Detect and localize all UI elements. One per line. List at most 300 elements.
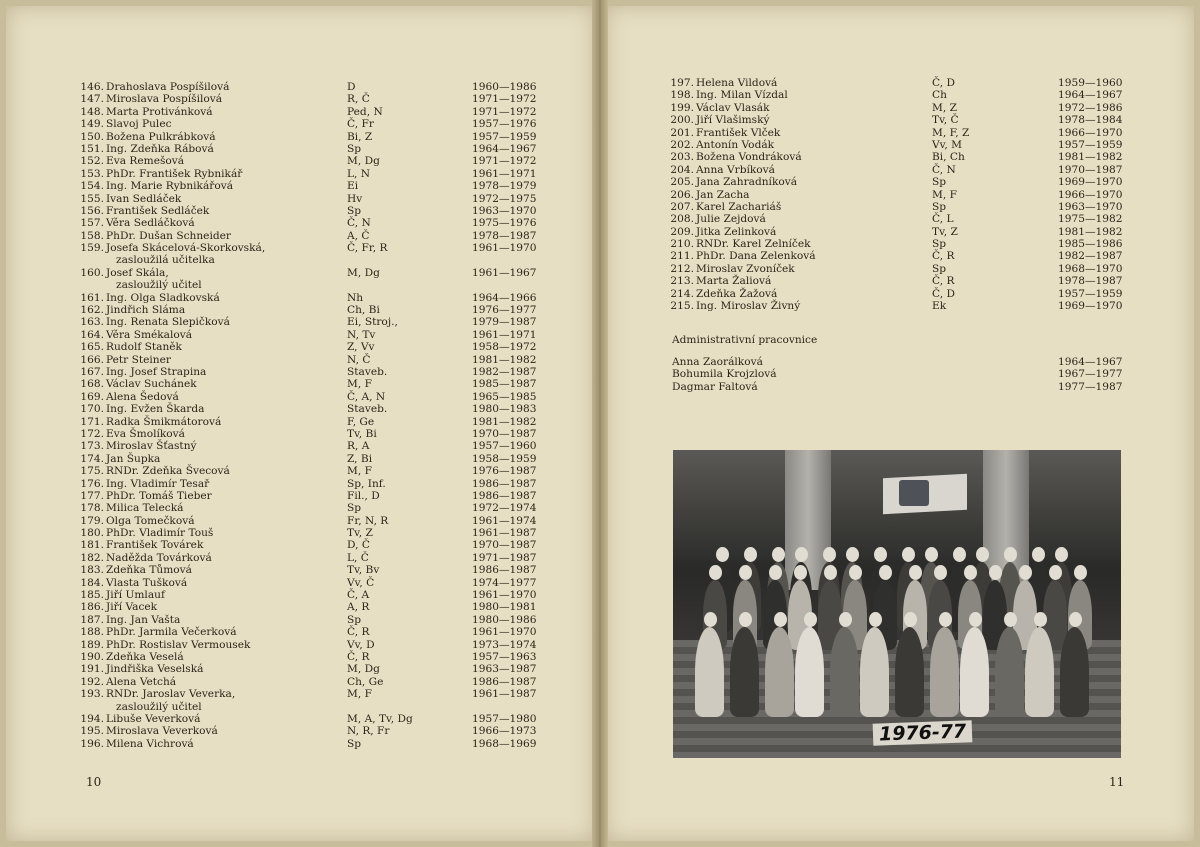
entry-years: 1958—1972 (472, 341, 537, 354)
entry-name: Jiří Umlauf (106, 589, 165, 602)
entry-name: Jindřich Sláma (106, 304, 186, 317)
entry-name: Josefa Skácelová-Skorkovská, (106, 242, 266, 255)
entry-years: 1963—1970 (472, 204, 537, 217)
staff-entry (78, 205, 548, 217)
entry-years: 1957—1959 (1058, 138, 1123, 151)
entry-subjects: Staveb. (347, 366, 388, 379)
entry-years: 1982—1987 (472, 366, 537, 379)
staff-entry (78, 676, 548, 688)
staff-entry (78, 478, 548, 490)
staff-entry (78, 106, 548, 118)
entry-name: Milica Telecká (106, 502, 184, 515)
entry-years: 1985—1986 (1058, 238, 1123, 251)
entry-number: 156. (80, 204, 104, 217)
entry-title: zasloužilý učitel (116, 279, 202, 292)
entry-name: Jan Zacha (696, 188, 750, 201)
photo-person-head (939, 612, 952, 627)
staff-entry (78, 589, 548, 601)
entry-years: 1964—1967 (1058, 356, 1123, 368)
entry-name: Miroslava Veverková (106, 725, 218, 738)
staff-entry (78, 168, 548, 180)
entry-number: 195. (80, 725, 104, 738)
entry-years: 1970—1987 (472, 539, 537, 552)
photo-person-head (909, 565, 922, 580)
entry-name: Jindřiška Veselská (106, 663, 204, 676)
entry-name: Ing. Marie Rybnikářová (106, 180, 234, 193)
entry-years: 1978—1987 (472, 229, 537, 242)
entry-number: 179. (80, 514, 104, 527)
entry-name: František Vlček (696, 126, 781, 139)
staff-entry (78, 626, 548, 638)
entry-subjects: Sp (347, 142, 362, 155)
staff-entry (668, 263, 1128, 275)
entry-name: Milena Vichrová (106, 737, 194, 750)
entry-name: Miroslav Zvoníček (696, 262, 795, 275)
entry-years: 1971—1972 (472, 155, 537, 168)
staff-entry (668, 288, 1128, 300)
staff-entry (668, 201, 1128, 213)
entry-number: 213. (670, 275, 694, 288)
staff-entry (78, 304, 548, 316)
entry-number: 188. (80, 626, 104, 639)
staff-entry (78, 614, 548, 626)
photo-person-head (795, 547, 808, 562)
entry-name: Anna Vrbíková (696, 163, 775, 176)
entry-number: 163. (80, 316, 104, 329)
entry-name: Jana Zahradníková (696, 176, 798, 189)
entry-subjects: L, N (347, 167, 371, 180)
entry-number: 192. (80, 675, 104, 688)
entry-years: 1976—1987 (472, 465, 537, 478)
entry-years: 1957—1959 (1058, 287, 1123, 300)
page-number-left: 10 (86, 775, 102, 789)
photo-person-head (976, 547, 989, 562)
entry-number: 208. (670, 213, 694, 226)
entry-name: RNDr. Zdeňka Švecová (106, 465, 230, 478)
entry-subjects: Ch, Bi (347, 304, 380, 317)
entry-subjects: M, F, Z (932, 126, 970, 139)
staff-entry (78, 539, 548, 551)
entry-years: 1974—1977 (472, 576, 537, 589)
photo-person (895, 627, 924, 717)
entry-subjects: Č, Fr, R (347, 242, 388, 255)
entry-name: Drahoslava Pospíšilová (106, 81, 230, 93)
staff-entry (78, 391, 548, 403)
entry-years: 1971—1987 (472, 551, 537, 564)
entry-name: Božena Pulkrábková (106, 130, 216, 143)
entry-name: Zdeňka Tůmová (106, 564, 192, 577)
entry-number: 177. (80, 489, 104, 502)
entry-name: Jitka Zelinková (696, 225, 777, 238)
entry-number: 153. (80, 167, 104, 180)
entry-years: 1972—1975 (472, 192, 537, 205)
photo-person (730, 627, 759, 717)
entry-name: Marta Protivánková (106, 105, 213, 118)
entry-number: 199. (670, 101, 694, 114)
entry-number: 148. (80, 105, 104, 118)
entry-name: Věra Smékalová (106, 328, 193, 341)
entry-subjects: M, Z (932, 101, 957, 114)
staff-entry (668, 250, 1128, 262)
staff-entry (78, 502, 548, 514)
photo-person-head (1034, 612, 1047, 627)
entry-number: 214. (670, 287, 694, 300)
entry-subjects: Č, Fr (347, 118, 374, 131)
entry-name: Věra Sedláčková (106, 217, 195, 230)
staff-entry (78, 725, 548, 737)
entry-subjects: A, R (347, 601, 370, 614)
photo-person (795, 627, 824, 717)
staff-entry (78, 663, 548, 675)
entry-years: 1972—1986 (1058, 101, 1123, 114)
entry-years: 1973—1974 (472, 638, 537, 651)
entry-subjects: Nh (347, 291, 364, 304)
entry-number: 175. (80, 465, 104, 478)
entry-years: 1961—1970 (472, 626, 537, 639)
entry-subjects: R, A (347, 440, 370, 453)
staff-entry (78, 366, 548, 378)
entry-name: PhDr. Rostislav Vermousek (106, 638, 251, 651)
entry-subjects: Fr, N, R (347, 514, 389, 527)
photo-person (830, 627, 859, 717)
entry-name: Ing. Josef Strapina (106, 366, 207, 379)
photo-person-head (804, 612, 817, 627)
entry-number: 173. (80, 440, 104, 453)
staff-entry (668, 164, 1128, 176)
staff-entry (78, 316, 548, 328)
entry-subjects: M, A, Tv, Dg (347, 712, 413, 725)
entry-subjects: Č, D (932, 77, 955, 89)
staff-entry (78, 180, 548, 192)
staff-entry (668, 151, 1128, 163)
photo-person-head (1049, 565, 1062, 580)
entry-number: 191. (80, 663, 104, 676)
photo-person-head (823, 547, 836, 562)
entry-number: 205. (670, 176, 694, 189)
entry-name: Václav Suchánek (106, 378, 197, 391)
entry-years: 1986—1987 (472, 477, 537, 490)
entry-number: 176. (80, 477, 104, 490)
entry-name: Alena Vetchá (106, 675, 177, 688)
photo-person-head (1004, 612, 1017, 627)
entry-subjects: N, Tv (347, 328, 376, 341)
entry-name: Antonín Vodák (696, 138, 775, 151)
entry-number: 150. (80, 130, 104, 143)
photo-person (765, 627, 794, 717)
entry-subjects: Ch (932, 89, 947, 102)
staff-entry (78, 713, 548, 725)
entry-subjects: Tv, Č (932, 114, 959, 127)
staff-entry (78, 118, 548, 130)
photo-person-head (1019, 565, 1032, 580)
staff-entry (668, 189, 1128, 201)
entry-years: 1981—1982 (1058, 225, 1123, 238)
staff-entry (78, 403, 548, 415)
staff-entry (668, 89, 1128, 101)
staff-entry (78, 453, 548, 465)
entry-years: 1985—1987 (472, 378, 537, 391)
entry-name: Zdeňka Veselá (106, 651, 184, 663)
entry-years: 1966—1973 (472, 725, 537, 738)
entry-subjects: Staveb. (347, 403, 388, 416)
entry-years: 1971—1972 (472, 93, 537, 106)
entry-subjects: Sp, Inf. (347, 477, 386, 490)
entry-number: 209. (670, 225, 694, 238)
photo-person-head (1069, 612, 1082, 627)
staff-entry (78, 378, 548, 390)
entry-name: Božena Vondráková (696, 151, 802, 164)
entry-subjects: A, Č (347, 229, 370, 242)
entry-years: 1976—1977 (472, 304, 537, 317)
entry-subjects: Z, Bi (347, 452, 373, 465)
entry-number: 187. (80, 613, 104, 626)
admin-section-title: Administrativní pracovnice (672, 334, 818, 346)
entry-subjects: Č, N (347, 217, 371, 230)
admin-entry (672, 381, 1132, 393)
entry-subjects: Č, N (932, 163, 956, 176)
entry-years: 1980—1986 (472, 613, 537, 626)
entry-number: 190. (80, 651, 104, 663)
entry-number: 155. (80, 192, 104, 205)
entry-number: 206. (670, 188, 694, 201)
staff-entry (668, 139, 1128, 151)
entry-years: 1964—1966 (472, 291, 537, 304)
entry-subjects: Č, L (932, 213, 954, 226)
photo-banner-emblem (899, 480, 929, 506)
entry-subjects: Tv, Z (347, 527, 373, 540)
photo-person-head (869, 612, 882, 627)
photo-person-head (716, 547, 729, 562)
entry-subjects: Ped, N (347, 105, 383, 118)
photo-person-head (849, 565, 862, 580)
entry-years: 1957—1976 (472, 118, 537, 131)
entry-number: 212. (670, 262, 694, 275)
entry-subjects: L, Č (347, 551, 369, 564)
photo-person-head (739, 565, 752, 580)
entry-years: 1978—1979 (472, 180, 537, 193)
entry-number: 198. (670, 89, 694, 102)
admin-staff-list (672, 356, 1132, 393)
entry-subjects: Vv, D (347, 638, 375, 651)
entry-subjects: Č, D (932, 287, 955, 300)
entry-years: 1975—1982 (1058, 213, 1123, 226)
entry-name: Jiří Vlašimský (696, 114, 770, 127)
entry-number: 194. (80, 712, 104, 725)
entry-number: 152. (80, 155, 104, 168)
photo-person (960, 627, 989, 717)
entry-subjects: M, Dg (347, 155, 380, 168)
entry-years: 1969—1970 (1058, 176, 1123, 189)
staff-entry (668, 238, 1128, 250)
staff-entry (668, 213, 1128, 225)
entry-years: 1978—1987 (1058, 275, 1123, 288)
entry-number: 202. (670, 138, 694, 151)
entry-number: 180. (80, 527, 104, 540)
staff-entry (78, 651, 548, 663)
entry-name: Ing. Olga Sladkovská (106, 291, 220, 304)
entry-number: 183. (80, 564, 104, 577)
staff-entry (668, 300, 1128, 312)
photo-person (1025, 627, 1054, 717)
entry-number: 185. (80, 589, 104, 602)
entry-years: 1961—1970 (472, 589, 537, 602)
entry-subjects: F, Ge (347, 415, 375, 428)
entry-number: 215. (670, 300, 694, 313)
entry-years: 1958—1959 (472, 452, 537, 465)
staff-entry (78, 292, 548, 304)
staff-entry (78, 564, 548, 576)
entry-title: zasloužilá učitelka (116, 254, 215, 267)
entry-years: 1981—1982 (472, 415, 537, 428)
entry-subjects: Sp (347, 613, 362, 626)
staff-entry (78, 440, 548, 452)
photo-person-head (953, 547, 966, 562)
entry-subjects: Sp (347, 204, 362, 217)
admin-entry (672, 356, 1132, 368)
entry-subjects: Ch, Ge (347, 675, 384, 688)
entry-subjects: D (347, 81, 356, 93)
entry-number: 203. (670, 151, 694, 164)
photo-caption: 1976-77 (873, 720, 973, 745)
entry-name: Jiří Vacek (106, 601, 158, 614)
entry-subjects: Ei, Stroj., (347, 316, 398, 329)
photo-person (930, 627, 959, 717)
staff-entry (78, 131, 548, 143)
staff-entry (78, 465, 548, 477)
entry-number: 182. (80, 551, 104, 564)
entry-years: 1964—1967 (1058, 89, 1123, 102)
staff-entry (668, 226, 1128, 238)
entry-name: Ing. Zdeňka Rábová (106, 142, 214, 155)
entry-number: 146. (80, 81, 104, 93)
entry-number: 168. (80, 378, 104, 391)
entry-name: Olga Tomečková (106, 514, 195, 527)
entry-subjects: Ek (932, 300, 947, 313)
staff-entry (78, 217, 548, 229)
entry-name: RNDr. Karel Zelníček (696, 238, 811, 251)
entry-years: 1960—1986 (472, 81, 537, 93)
entry-years: 1969—1970 (1058, 300, 1123, 313)
entry-subjects: Z, Vv (347, 341, 375, 354)
entry-subjects: Fil., D (347, 489, 380, 502)
right-staff-list (668, 77, 1128, 312)
entry-name: Jan Šupka (106, 452, 161, 465)
staff-entry (78, 93, 548, 105)
staff-entry (78, 81, 548, 93)
book-gutter (592, 0, 608, 847)
entry-name: Eva Remešová (106, 155, 185, 168)
entry-number: 169. (80, 390, 104, 403)
entry-number: 193. (80, 688, 104, 701)
entry-subjects: Tv, Bi (347, 427, 377, 440)
entry-years: 1959—1960 (1058, 77, 1123, 89)
entry-years: 1961—1971 (472, 328, 537, 341)
entry-years: 1966—1970 (1058, 126, 1123, 139)
entry-years: 1957—1963 (472, 651, 537, 663)
entry-name: Julie Zejdová (696, 213, 766, 226)
entry-subjects: Sp (932, 200, 947, 213)
entry-number: 165. (80, 341, 104, 354)
entry-subjects: M, Dg (347, 266, 380, 279)
entry-name: PhDr. Jarmila Večerková (106, 626, 237, 639)
entry-number: 197. (670, 77, 694, 89)
staff-entry (668, 114, 1128, 126)
entry-years: 1961—1987 (472, 688, 537, 701)
entry-years: 1957—1960 (472, 440, 537, 453)
entry-subjects: R, Č (347, 93, 370, 106)
entry-subjects: Tv, Z (932, 225, 958, 238)
entry-name: PhDr. Dana Zelenková (696, 250, 816, 263)
staff-entry (668, 102, 1128, 114)
entry-number: 210. (670, 238, 694, 251)
entry-name: Ing. Vladimír Tesař (106, 477, 210, 490)
entry-subjects: Sp (347, 502, 362, 515)
entry-years: 1986—1987 (472, 564, 537, 577)
entry-years: 1966—1970 (1058, 188, 1123, 201)
entry-years: 1961—1987 (472, 527, 537, 540)
entry-years: 1975—1976 (472, 217, 537, 230)
entry-number: 149. (80, 118, 104, 131)
entry-number: 166. (80, 353, 104, 366)
photo-person-head (964, 565, 977, 580)
entry-name: Rudolf Staněk (106, 341, 182, 354)
entry-name: Miroslav Šťastný (106, 440, 197, 453)
photo-person (1060, 627, 1089, 717)
photo-person-head (839, 612, 852, 627)
entry-subjects: Bi, Ch (932, 151, 965, 164)
staff-entry (78, 416, 548, 428)
staff-entry (78, 230, 548, 242)
photo-person-head (709, 565, 722, 580)
photo-person (995, 627, 1024, 717)
entry-subjects: Č, A (347, 589, 370, 602)
photo-person-head (874, 547, 887, 562)
entry-years: 1965—1985 (472, 390, 537, 403)
photo-person (695, 627, 724, 717)
entry-years: 1971—1972 (472, 105, 537, 118)
entry-number: 186. (80, 601, 104, 614)
entry-name: Ing. Renata Slepičková (106, 316, 230, 329)
entry-name: Ing. Miroslav Živný (696, 300, 801, 313)
entry-years: 1961—1974 (472, 514, 537, 527)
entry-name: Zdeňka Žažová (696, 287, 778, 300)
entry-name: Slavoj Pulec (106, 118, 172, 131)
staff-entry (78, 490, 548, 502)
staff-entry (78, 577, 548, 589)
entry-subjects: Sp (347, 737, 362, 750)
entry-years: 1982—1987 (1058, 250, 1123, 263)
entry-name: RNDr. Jaroslav Veverka, (106, 688, 236, 701)
entry-subjects: Č, A, N (347, 390, 386, 403)
staff-entry (78, 738, 548, 750)
entry-years: 1961—1970 (472, 242, 537, 255)
entry-years: 1961—1967 (472, 266, 537, 279)
entry-number: 158. (80, 229, 104, 242)
staff-entry (78, 341, 548, 353)
entry-name: František Sedláček (106, 204, 210, 217)
staff-entry (78, 527, 548, 539)
group-photo (673, 450, 1121, 758)
left-staff-list (78, 81, 548, 750)
entry-name: Alena Šedová (106, 390, 179, 403)
entry-name: PhDr. František Rybnikář (106, 167, 243, 180)
entry-name: Dagmar Faltová (672, 380, 758, 393)
entry-subjects: Sp (932, 262, 947, 275)
entry-name: Josef Skála, (106, 266, 169, 279)
staff-entry (78, 688, 548, 713)
photo-person-head (704, 612, 717, 627)
staff-entry (78, 601, 548, 613)
